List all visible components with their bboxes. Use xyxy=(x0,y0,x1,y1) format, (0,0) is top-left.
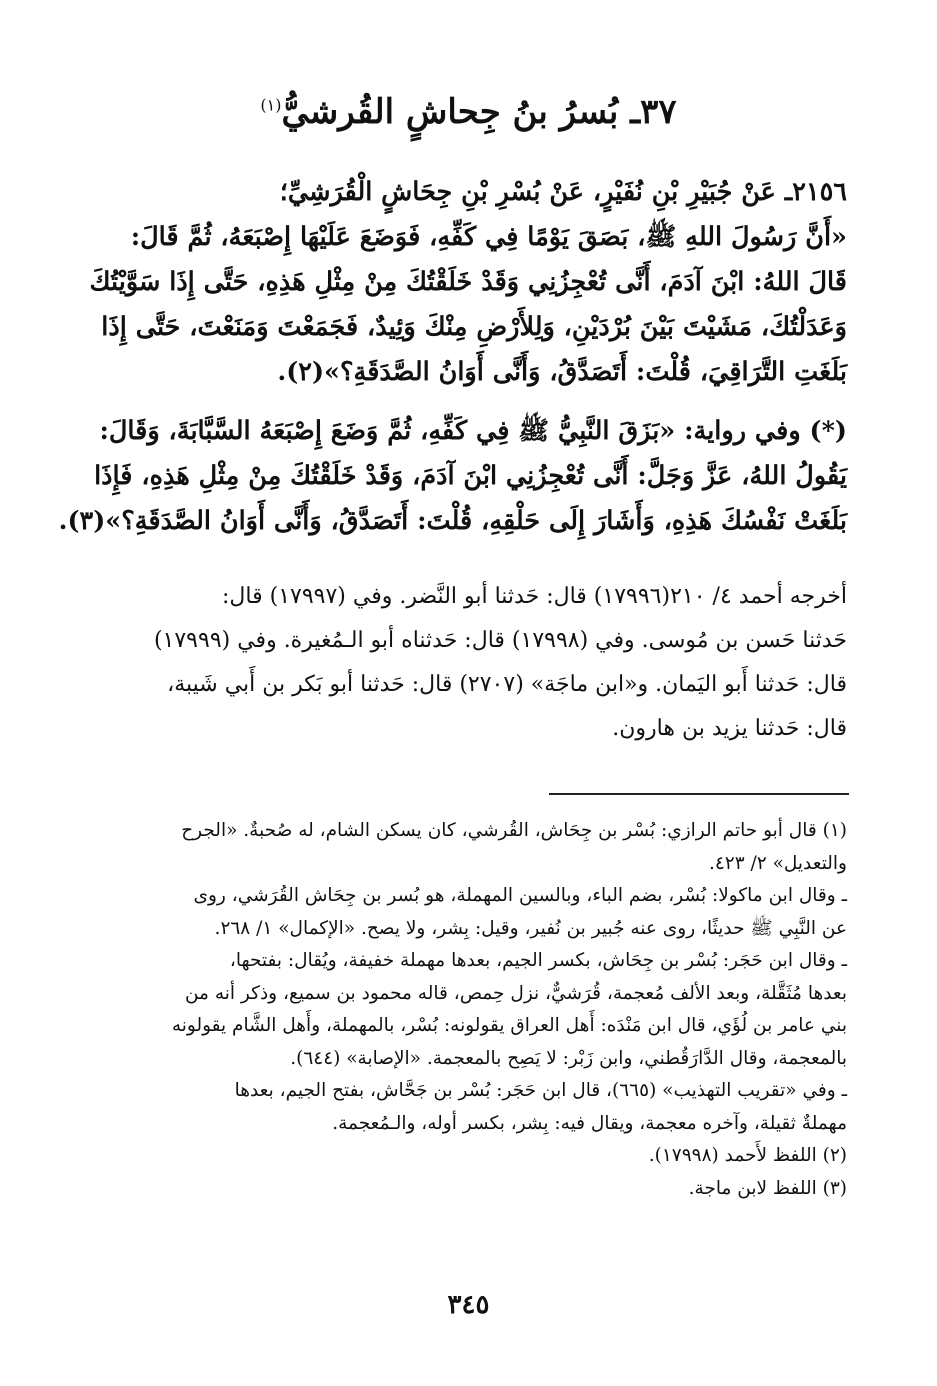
page-number: ٣٤٥ xyxy=(447,1290,490,1320)
hadith-line: بَلَغَتِ التَّرَاقِيَ، قُلْتَ: أَتَصَدَّقُ، وَأَنَّى أَوَانُ الصَّدَقَةِ؟»(٢). xyxy=(277,357,847,387)
footnote-line: والتعديل» ٢/ ٤٢٣. xyxy=(708,852,847,874)
footnotes xyxy=(88,815,847,1205)
hadith-line: ٢١٥٦ـ عَنْ جُبَيْرِ بْنِ نُفَيْرٍ، عَنْ بُسْرِ بْنِ جِحَاشٍ الْقُرَشِيِّ؛ xyxy=(279,177,847,207)
footnote-line: مهملةٌ ثقيلة، وآخره معجمة، ويقال فيه: بِشر، بكسر أوله، والـمُعجمة. xyxy=(332,1112,847,1134)
footnote-line: (١) قال أبو حاتم الرازي: بُسْر بن جِحَاش، القُرشي، كان يسكن الشام، له صُحبةٌ. «الجرح xyxy=(181,820,847,841)
footnote-line: بعدها مُثَقَّلة، وبعد الألف مُعجمة، قُرَشيٌّ، نزل حِمص، قاله محمود بن سميع، وذكر أنه من xyxy=(184,982,847,1004)
variant-line: يَقُولُ اللهُ، عَزَّ وَجَلَّ: أَنَّى تُعْجِزُنِي ابْنَ آدَمَ، وَقَدْ خَلَقْتُكَ مِنْ مِثْلِ هَذِهِ، فَإِذَا xyxy=(94,461,847,491)
variant-line: (*) وفي رواية: «بَزَقَ النَّبِيُّ ﷺ فِي كَفِّهِ، ثُمَّ وَضَعَ إِصْبَعَهُ السَّبَّابَةَ، وَقَالَ: xyxy=(99,416,847,446)
source-line: حَدثنا حَسن بن مُوسى. وفي (١٧٩٩٨) قال: حَدثناه أبو الـمُغيرة. وفي (١٧٩٩٩) xyxy=(153,628,847,653)
hadith-line: وَعَدَلْتُكَ، مَشَيْتَ بَيْنَ بُرْدَيْنِ، وَلِلأَرْضِ مِنْكَ وَئِيدٌ، فَجَمَعْتَ وَمَنَعْتَ، حَتَّى إِذَا xyxy=(101,312,847,342)
source-line: قال: حَدثنا يزيد بن هارون. xyxy=(612,716,847,741)
footnote-2: (٢) اللفظ لأَحمد (١٧٩٩٨). xyxy=(648,1145,847,1166)
variant-line: بَلَغَتْ نَفْسُكَ هَذِهِ، وَأَشَارَ إِلَى حَلْقِهِ، قُلْتَ: أَتَصَدَّقُ، وَأَنَّى أَوَانُ الصَّدَقَةِ؟»(٣). xyxy=(58,506,847,536)
hadith-line: «أَنَّ رَسُولَ اللهِ ﷺ، بَصَقَ يَوْمًا فِي كَفِّهِ، فَوَضَعَ عَلَيْهَا إِصْبَعَهُ، ثُمَّ قَالَ: xyxy=(130,222,847,252)
chapter-title-text: ٣٧ـ بُسرُ بنُ جِحاشٍ القُرشيُّ xyxy=(281,92,677,132)
footnote-line: عن النَّبِي ﷺ حديثًا، روى عنه جُبير بن نُفير، وقيل: بِشر، ولا يصح. «الإكمال» ١/ ٢٦٨. xyxy=(214,917,847,939)
footnote-line: ـ وقال ابن حَجَر: بُسْر بن جِحَاش، بكسر الجيم، بعدها مهملة خفيفة، ويُقال: بفتحها، xyxy=(229,950,847,971)
paragraph-gap xyxy=(88,395,847,409)
chapter-title xyxy=(0,92,937,133)
title-footnote-marker: (١) xyxy=(260,95,282,115)
footnote-line: ـ وقال ابن ماكولا: بُسْر، بضم الباء، وبالسين المهملة، هو بُسر بن جِحَاش القُرَشي، روى xyxy=(193,885,847,906)
source-line: أخرجه أحمد ٤/ ٢١٠(١٧٩٩٦) قال: حَدثنا أبو النَّضر. وفي (١٧٩٩٧) قال: xyxy=(222,584,847,609)
hadith-line: قَالَ اللهُ: ابْنَ آدَمَ، أَنَّى تُعْجِزُنِي وَقَدْ خَلَقْتُكَ مِنْ مِثْلِ هَذِهِ، حَتَّى إِذَا سَوَّيْتُكَ xyxy=(89,267,847,297)
footnote-line: بني عامر بن لُؤَي، قال ابن مَنْدَه: أَهل العراق يقولونه: بُسْر، بالمهملة، وأَهل الشَّام يقولونه xyxy=(171,1015,847,1036)
footnote-line: بالمعجمة، وقال الدَّارَقُطني، وابن زَبْر: لا يَصِح بالمعجمة. «الإصابة» (٦٤٤). xyxy=(290,1047,847,1069)
footnote-3: (٣) اللفظ لابن ماجة. xyxy=(688,1177,847,1199)
footnote-line: ـ وفي «تقريب التهذيب» (٦٦٥)، قال ابن حَجَر: بُسْر بن جَحَّاش، بفتح الجيم، بعدها xyxy=(234,1080,847,1101)
hadith-text xyxy=(58,170,847,544)
source-line: قال: حَدثنا أَبو اليَمان. و«ابن ماجَة» (٢٧٠٧) قال: حَدثنا أبو بَكر بن أَبي شَيبة، xyxy=(167,672,847,697)
takhrij-source xyxy=(88,575,847,751)
footnote-separator xyxy=(549,793,849,795)
